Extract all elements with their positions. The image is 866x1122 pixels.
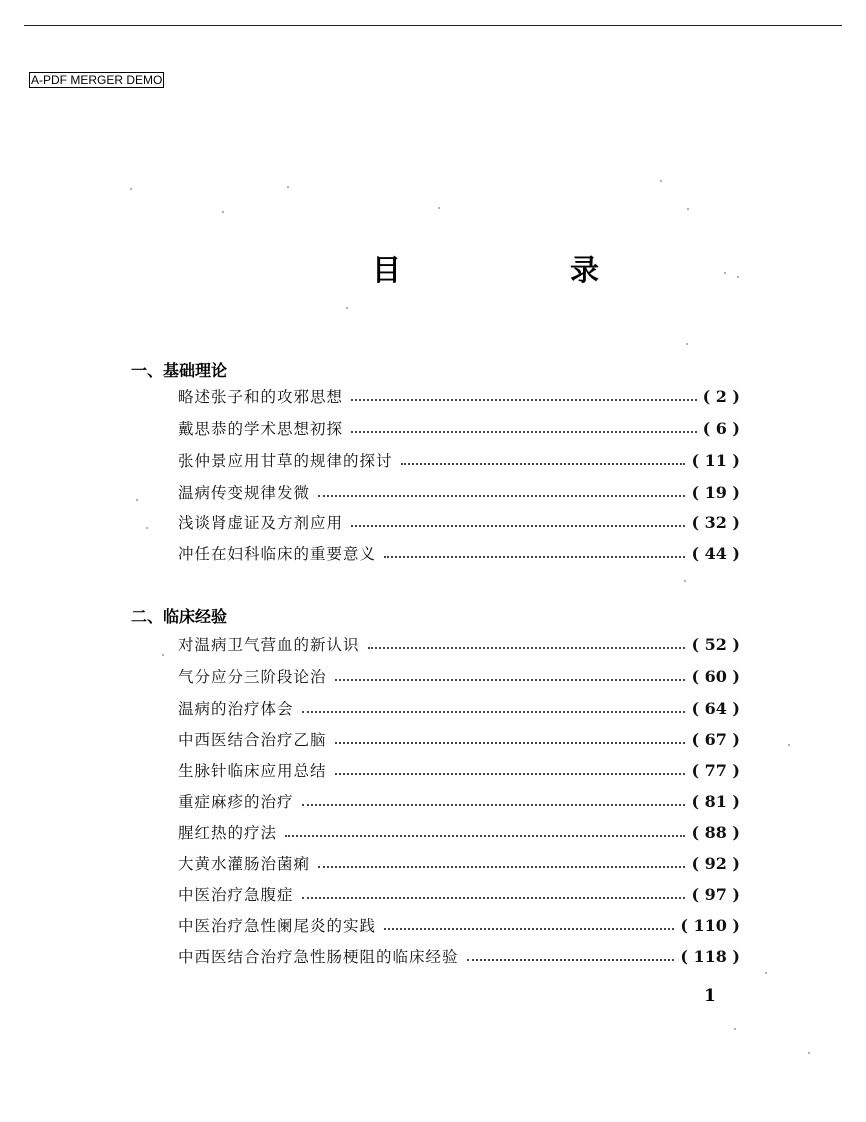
toc-entry-page: ( 67 ) (691, 729, 740, 749)
dot-leader (285, 835, 685, 837)
toc-entry-page: ( 32 ) (691, 512, 740, 532)
dot-leader (302, 804, 686, 806)
toc-entry[interactable] (178, 789, 740, 813)
scan-speck (136, 499, 138, 501)
toc-entry-title: 中医治疗急腹症 (178, 886, 294, 904)
page-title: 目 录 (372, 253, 670, 287)
dot-leader (335, 742, 686, 744)
dot-leader (302, 897, 686, 899)
top-rule (24, 25, 842, 26)
scan-speck (765, 972, 767, 974)
page-number: 1 (704, 986, 716, 1006)
scan-speck (146, 527, 148, 529)
toc-entry-page: ( 97 ) (691, 884, 740, 904)
scan-speck (734, 1028, 736, 1030)
toc-entry-title: 中医治疗急性阑尾炎的实践 (178, 917, 377, 935)
dot-leader (351, 525, 685, 527)
toc-entry[interactable] (178, 416, 740, 440)
dot-leader (351, 431, 697, 433)
scan-speck (222, 211, 224, 213)
scan-speck (724, 272, 726, 274)
toc-entry-page: ( 2 ) (702, 386, 740, 406)
scan-speck (737, 276, 739, 278)
section-heading-clinical-experience: 二、临床经验 (131, 607, 228, 626)
toc-entry-page: ( 110 ) (680, 915, 740, 935)
toc-entry[interactable] (178, 944, 740, 968)
toc-entry[interactable] (178, 820, 740, 844)
toc-entry-title: 戴思恭的学术思想初探 (178, 420, 344, 438)
scan-speck (686, 343, 688, 345)
dot-leader (351, 399, 697, 401)
dot-leader (467, 959, 675, 961)
toc-entry[interactable] (178, 510, 740, 534)
toc-entry-title: 张仲景应用甘草的规律的探讨 (178, 452, 393, 470)
scan-speck (346, 307, 348, 309)
toc-entry[interactable] (178, 448, 740, 472)
toc-entry[interactable] (178, 882, 740, 906)
toc-entry[interactable] (178, 758, 740, 782)
toc-entry[interactable] (178, 384, 740, 408)
dot-leader (335, 679, 686, 681)
toc-entry[interactable] (178, 696, 740, 720)
toc-entry[interactable] (178, 664, 740, 688)
toc-entry-page: ( 81 ) (691, 791, 740, 811)
toc-entry-title: 中西医结合治疗急性肠梗阻的临床经验 (178, 948, 459, 966)
scan-speck (438, 207, 440, 209)
toc-entry-page: ( 88 ) (691, 822, 740, 842)
dot-leader (318, 866, 685, 868)
scan-speck (162, 654, 164, 656)
toc-entry[interactable] (178, 480, 740, 504)
toc-entry-title: 温病传变规律发微 (178, 484, 311, 502)
dot-leader (368, 647, 686, 649)
dot-leader (401, 463, 686, 465)
toc-entry-page: ( 44 ) (691, 543, 740, 563)
toc-entry[interactable] (178, 851, 740, 875)
dot-leader (318, 495, 685, 497)
toc-entry-title: 浅谈肾虚证及方剂应用 (178, 514, 344, 532)
scan-speck (808, 1052, 810, 1054)
toc-entry-page: ( 92 ) (691, 853, 740, 873)
toc-entry-title: 大黄水灌肠治菌痢 (178, 855, 311, 873)
toc-entry-page: ( 19 ) (691, 482, 740, 502)
toc-entry[interactable] (178, 727, 740, 751)
toc-entry-page: ( 11 ) (691, 450, 740, 470)
toc-entry-page: ( 64 ) (691, 698, 740, 718)
watermark-label: A-PDF MERGER DEMO (31, 73, 163, 87)
toc-entry-title: 重症麻疹的治疗 (178, 793, 294, 811)
toc-entry-title: 温病的治疗体会 (178, 700, 294, 718)
toc-entry[interactable] (178, 632, 740, 656)
toc-entry-title: 对温病卫气营血的新认识 (178, 636, 360, 654)
scan-speck (287, 186, 289, 188)
dot-leader (302, 711, 686, 713)
dot-leader (384, 556, 685, 558)
dot-leader (384, 928, 674, 930)
scan-speck (130, 188, 132, 190)
toc-entry-page: ( 52 ) (691, 634, 740, 654)
toc-entry-title: 冲任在妇科临床的重要意义 (178, 545, 377, 563)
toc-entry[interactable] (178, 541, 740, 565)
toc-entry-title: 中西医结合治疗乙脑 (178, 731, 327, 749)
toc-entry-title: 腥红热的疗法 (178, 824, 278, 842)
scan-speck (687, 208, 689, 210)
scan-speck (660, 180, 662, 182)
toc-entry-page: ( 60 ) (691, 666, 740, 686)
dot-leader (335, 773, 686, 775)
toc-entry-page: ( 77 ) (691, 760, 740, 780)
toc-entry-title: 气分应分三阶段论治 (178, 668, 327, 686)
toc-entry[interactable] (178, 913, 740, 937)
section-heading-basic-theory: 一、基础理论 (131, 361, 228, 380)
toc-entry-page: ( 6 ) (702, 418, 740, 438)
toc-entry-title: 生脉针临床应用总结 (178, 762, 327, 780)
scan-speck (788, 744, 790, 746)
toc-entry-title: 略述张子和的攻邪思想 (178, 388, 344, 406)
scan-speck (684, 580, 686, 582)
toc-entry-page: ( 118 ) (680, 946, 740, 966)
